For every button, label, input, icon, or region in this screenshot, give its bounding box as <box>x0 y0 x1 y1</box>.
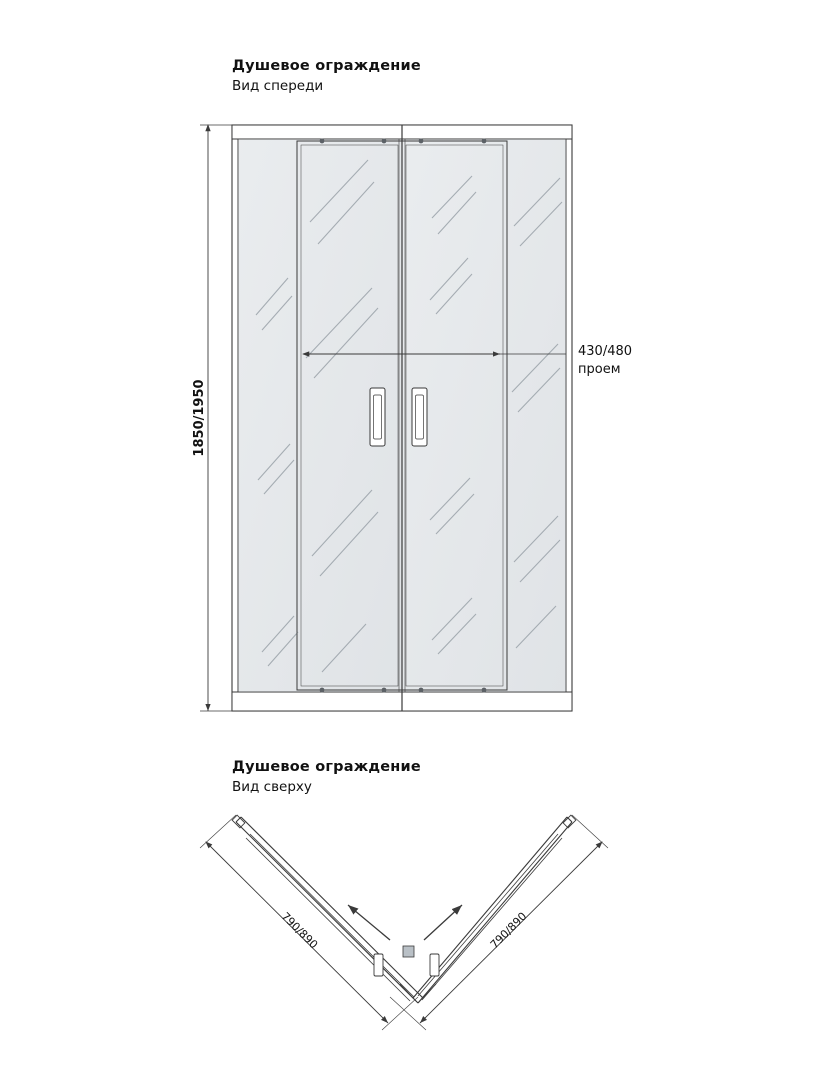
opening-label-line2: проем <box>578 362 621 377</box>
front-view-drawing <box>192 125 632 711</box>
top-view-left-label: 790/890 <box>278 909 321 952</box>
height-dimension <box>192 125 232 711</box>
top-view-drawing <box>200 815 608 1030</box>
top-view-left-dimension <box>200 815 418 1030</box>
door-motion-arrows <box>348 905 462 940</box>
right-door-handle[interactable] <box>412 388 427 446</box>
top-view-left-handle <box>374 954 383 976</box>
left-door-handle[interactable] <box>370 388 385 446</box>
top-view-left-wing <box>232 815 423 1003</box>
height-dimension-label: 1850/1950 <box>192 379 207 457</box>
front-view-title: Душевое ограждение <box>232 58 421 74</box>
opening-label-line1: 430/480 <box>578 344 633 359</box>
top-view-title: Душевое ограждение <box>232 759 421 775</box>
top-view-right-handle <box>430 954 439 976</box>
front-view-subtitle: Вид спереди <box>232 78 324 94</box>
top-view-subtitle: Вид сверху <box>232 779 312 795</box>
top-view-right-label: 790/890 <box>487 909 530 952</box>
